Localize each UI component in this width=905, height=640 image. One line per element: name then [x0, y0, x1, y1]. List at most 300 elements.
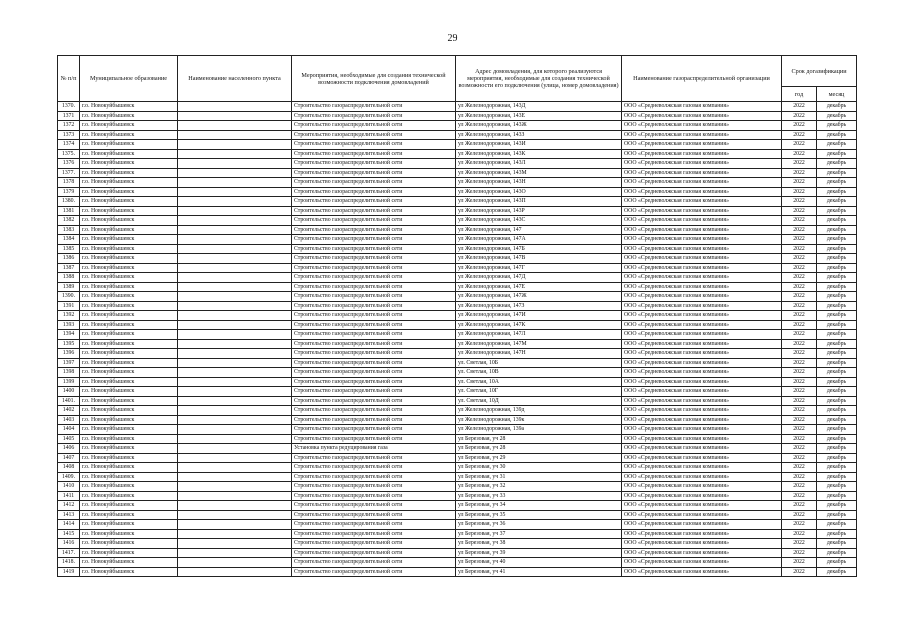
address-cell: ул Железнодорожная, 147	[456, 225, 622, 235]
table-row	[58, 330, 857, 340]
table-row	[58, 349, 857, 359]
org-cell: ООО «Средневолжская газовая компания»	[622, 377, 782, 387]
measure-cell: Строительство газораспределительной сети	[292, 415, 456, 425]
settlement-cell	[178, 178, 292, 188]
month-cell: декабрь	[817, 320, 857, 330]
month-cell: декабрь	[817, 301, 857, 311]
table-row	[58, 520, 857, 530]
table-row	[58, 311, 857, 321]
table-row	[58, 254, 857, 264]
year-cell: 2022	[782, 387, 817, 397]
table-row	[58, 225, 857, 235]
month-cell: декабрь	[817, 244, 857, 254]
measure-cell: Строительство газораспределительной сети	[292, 482, 456, 492]
municipality-cell: г.о. Новокуйбышевск	[80, 330, 178, 340]
settlement-cell	[178, 225, 292, 235]
month-cell: декабрь	[817, 453, 857, 463]
month-cell: декабрь	[817, 292, 857, 302]
org-cell: ООО «Средневолжская газовая компания»	[622, 339, 782, 349]
org-cell: ООО «Средневолжская газовая компания»	[622, 358, 782, 368]
row-number: 1386	[58, 254, 80, 264]
table-row	[58, 102, 857, 112]
header-num: № п/п	[58, 56, 80, 102]
org-cell: ООО «Средневолжская газовая компания»	[622, 206, 782, 216]
row-number: 1374	[58, 140, 80, 150]
month-cell: декабрь	[817, 491, 857, 501]
header-month: месяц	[817, 87, 857, 102]
row-number: 1392	[58, 311, 80, 321]
year-cell: 2022	[782, 102, 817, 112]
address-cell: ул Березовая, уч 35	[456, 510, 622, 520]
org-cell: ООО «Средневолжская газовая компания»	[622, 140, 782, 150]
municipality-cell: г.о. Новокуйбышевск	[80, 529, 178, 539]
address-cell: ул Березовая, уч 28	[456, 444, 622, 454]
settlement-cell	[178, 368, 292, 378]
month-cell: декабрь	[817, 396, 857, 406]
row-number: 1382	[58, 216, 80, 226]
org-cell: ООО «Средневолжская газовая компания»	[622, 453, 782, 463]
month-cell: декабрь	[817, 368, 857, 378]
year-cell: 2022	[782, 539, 817, 549]
settlement-cell	[178, 263, 292, 273]
municipality-cell: г.о. Новокуйбышевск	[80, 273, 178, 283]
year-cell: 2022	[782, 292, 817, 302]
settlement-cell	[178, 273, 292, 283]
measure-cell: Строительство газораспределительной сети	[292, 339, 456, 349]
month-cell: декабрь	[817, 339, 857, 349]
municipality-cell: г.о. Новокуйбышевск	[80, 187, 178, 197]
settlement-cell	[178, 425, 292, 435]
municipality-cell: г.о. Новокуйбышевск	[80, 425, 178, 435]
row-number: 1409.	[58, 472, 80, 482]
org-cell: ООО «Средневолжская газовая компания»	[622, 491, 782, 501]
org-cell: ООО «Средневолжская газовая компания»	[622, 254, 782, 264]
row-number: 1391	[58, 301, 80, 311]
address-cell: ул Железнодорожная, 147К	[456, 320, 622, 330]
org-cell: ООО «Средневолжская газовая компания»	[622, 149, 782, 159]
settlement-cell	[178, 567, 292, 577]
table-row	[58, 548, 857, 558]
measure-cell: Строительство газораспределительной сети	[292, 520, 456, 530]
month-cell: декабрь	[817, 235, 857, 245]
municipality-cell: г.о. Новокуйбышевск	[80, 510, 178, 520]
org-cell: ООО «Средневолжская газовая компания»	[622, 368, 782, 378]
municipality-cell: г.о. Новокуйбышевск	[80, 178, 178, 188]
municipality-cell: г.о. Новокуйбышевск	[80, 111, 178, 121]
table-row	[58, 273, 857, 283]
municipality-cell: г.о. Новокуйбышевск	[80, 567, 178, 577]
measure-cell: Строительство газораспределительной сети	[292, 548, 456, 558]
table-row	[58, 130, 857, 140]
table-row	[58, 121, 857, 131]
header-measures: Мероприятия, необходимые для создания технической возможности подключения домовладений	[292, 56, 456, 102]
address-cell: ул Железнодорожная, 147А	[456, 235, 622, 245]
org-cell: ООО «Средневолжская газовая компания»	[622, 482, 782, 492]
month-cell: декабрь	[817, 197, 857, 207]
municipality-cell: г.о. Новокуйбышевск	[80, 368, 178, 378]
year-cell: 2022	[782, 349, 817, 359]
month-cell: декабрь	[817, 539, 857, 549]
org-cell: ООО «Средневолжская газовая компания»	[622, 244, 782, 254]
measure-cell: Строительство газораспределительной сети	[292, 254, 456, 264]
month-cell: декабрь	[817, 225, 857, 235]
year-cell: 2022	[782, 178, 817, 188]
org-cell: ООО «Средневолжская газовая компания»	[622, 425, 782, 435]
month-cell: декабрь	[817, 187, 857, 197]
measure-cell: Строительство газораспределительной сети	[292, 282, 456, 292]
year-cell: 2022	[782, 263, 817, 273]
address-cell: ул Березовая, уч 34	[456, 501, 622, 511]
settlement-cell	[178, 130, 292, 140]
org-cell: ООО «Средневолжская газовая компания»	[622, 311, 782, 321]
address-cell: ул Березовая, уч 31	[456, 472, 622, 482]
org-cell: ООО «Средневолжская газовая компания»	[622, 567, 782, 577]
measure-cell: Строительство газораспределительной сети	[292, 396, 456, 406]
row-number: 1387	[58, 263, 80, 273]
table-header	[58, 56, 857, 102]
year-cell: 2022	[782, 197, 817, 207]
org-cell: ООО «Средневолжская газовая компания»	[622, 187, 782, 197]
year-cell: 2022	[782, 225, 817, 235]
measure-cell: Строительство газораспределительной сети	[292, 130, 456, 140]
org-cell: ООО «Средневолжская газовая компания»	[622, 216, 782, 226]
month-cell: декабрь	[817, 168, 857, 178]
year-cell: 2022	[782, 396, 817, 406]
settlement-cell	[178, 491, 292, 501]
settlement-cell	[178, 140, 292, 150]
year-cell: 2022	[782, 444, 817, 454]
municipality-cell: г.о. Новокуйбышевск	[80, 282, 178, 292]
settlement-cell	[178, 520, 292, 530]
row-number: 1407	[58, 453, 80, 463]
row-number: 1380.	[58, 197, 80, 207]
row-number: 1406	[58, 444, 80, 454]
month-cell: декабрь	[817, 558, 857, 568]
table-row	[58, 244, 857, 254]
table-row	[58, 558, 857, 568]
header-settlement: Наименование населенного пункта	[178, 56, 292, 102]
table-row	[58, 463, 857, 473]
table-row	[58, 406, 857, 416]
settlement-cell	[178, 482, 292, 492]
table-row	[58, 387, 857, 397]
month-cell: декабрь	[817, 548, 857, 558]
org-cell: ООО «Средневолжская газовая компания»	[622, 121, 782, 131]
address-cell: ул Железнодорожная, 147Д	[456, 273, 622, 283]
municipality-cell: г.о. Новокуйбышевск	[80, 387, 178, 397]
municipality-cell: г.о. Новокуйбышевск	[80, 244, 178, 254]
org-cell: ООО «Средневолжская газовая компания»	[622, 444, 782, 454]
org-cell: ООО «Средневолжская газовая компания»	[622, 159, 782, 169]
municipality-cell: г.о. Новокуйбышевск	[80, 292, 178, 302]
row-number: 1415	[58, 529, 80, 539]
month-cell: декабрь	[817, 425, 857, 435]
measure-cell: Строительство газораспределительной сети	[292, 567, 456, 577]
org-cell: ООО «Средневолжская газовая компания»	[622, 539, 782, 549]
measure-cell: Строительство газораспределительной сети	[292, 425, 456, 435]
year-cell: 2022	[782, 482, 817, 492]
table-row	[58, 206, 857, 216]
municipality-cell: г.о. Новокуйбышевск	[80, 102, 178, 112]
row-number: 1378	[58, 178, 80, 188]
org-cell: ООО «Средневолжская газовая компания»	[622, 415, 782, 425]
address-cell: ул Железнодорожная, 147Ж	[456, 292, 622, 302]
row-number: 1372	[58, 121, 80, 131]
municipality-cell: г.о. Новокуйбышевск	[80, 121, 178, 131]
settlement-cell	[178, 149, 292, 159]
settlement-cell	[178, 102, 292, 112]
year-cell: 2022	[782, 529, 817, 539]
table-row	[58, 501, 857, 511]
org-cell: ООО «Средневолжская газовая компания»	[622, 273, 782, 283]
address-cell: ул Березовая, уч 38	[456, 539, 622, 549]
table-row	[58, 567, 857, 577]
address-cell: ул Железнодорожная, 139а	[456, 425, 622, 435]
municipality-cell: г.о. Новокуйбышевск	[80, 320, 178, 330]
org-cell: ООО «Средневолжская газовая компания»	[622, 463, 782, 473]
row-number: 1404	[58, 425, 80, 435]
table-row	[58, 197, 857, 207]
municipality-cell: г.о. Новокуйбышевск	[80, 377, 178, 387]
address-cell: ул. Светлая, 10В	[456, 368, 622, 378]
measure-cell: Строительство газораспределительной сети	[292, 368, 456, 378]
table-body	[58, 102, 857, 577]
address-cell: ул Березовая, уч 39	[456, 548, 622, 558]
month-cell: декабрь	[817, 377, 857, 387]
org-cell: ООО «Средневолжская газовая компания»	[622, 520, 782, 530]
address-cell: ул Березовая, уч 33	[456, 491, 622, 501]
row-number: 1389	[58, 282, 80, 292]
settlement-cell	[178, 377, 292, 387]
org-cell: ООО «Средневолжская газовая компания»	[622, 301, 782, 311]
month-cell: декабрь	[817, 415, 857, 425]
row-number: 1376	[58, 159, 80, 169]
measure-cell: Строительство газораспределительной сети	[292, 206, 456, 216]
table-row	[58, 444, 857, 454]
month-cell: декабрь	[817, 216, 857, 226]
org-cell: ООО «Средневолжская газовая компания»	[622, 320, 782, 330]
row-number: 1385	[58, 244, 80, 254]
municipality-cell: г.о. Новокуйбышевск	[80, 235, 178, 245]
org-cell: ООО «Средневолжская газовая компания»	[622, 292, 782, 302]
address-cell: ул Железнодорожная, 147И	[456, 311, 622, 321]
municipality-cell: г.о. Новокуйбышевск	[80, 311, 178, 321]
address-cell: ул. Светлая, 10Г	[456, 387, 622, 397]
municipality-cell: г.о. Новокуйбышевск	[80, 130, 178, 140]
row-number: 1395	[58, 339, 80, 349]
settlement-cell	[178, 558, 292, 568]
municipality-cell: г.о. Новокуйбышевск	[80, 415, 178, 425]
municipality-cell: г.о. Новокуйбышевск	[80, 472, 178, 482]
table-row	[58, 187, 857, 197]
settlement-cell	[178, 292, 292, 302]
measure-cell: Строительство газораспределительной сети	[292, 159, 456, 169]
org-cell: ООО «Средневолжская газовая компания»	[622, 225, 782, 235]
measure-cell: Строительство газораспределительной сети	[292, 178, 456, 188]
settlement-cell	[178, 244, 292, 254]
municipality-cell: г.о. Новокуйбышевск	[80, 349, 178, 359]
measure-cell: Строительство газораспределительной сети	[292, 216, 456, 226]
org-cell: ООО «Средневолжская газовая компания»	[622, 349, 782, 359]
municipality-cell: г.о. Новокуйбышевск	[80, 444, 178, 454]
year-cell: 2022	[782, 406, 817, 416]
table-row	[58, 263, 857, 273]
municipality-cell: г.о. Новокуйбышевск	[80, 548, 178, 558]
municipality-cell: г.о. Новокуйбышевск	[80, 197, 178, 207]
month-cell: декабрь	[817, 111, 857, 121]
table-row	[58, 292, 857, 302]
month-cell: декабрь	[817, 311, 857, 321]
table-row	[58, 396, 857, 406]
month-cell: декабрь	[817, 178, 857, 188]
settlement-cell	[178, 387, 292, 397]
address-cell: ул Березовая, уч 41	[456, 567, 622, 577]
row-number: 1379	[58, 187, 80, 197]
settlement-cell	[178, 206, 292, 216]
measure-cell: Строительство газораспределительной сети	[292, 539, 456, 549]
settlement-cell	[178, 330, 292, 340]
row-number: 1419	[58, 567, 80, 577]
address-cell: ул Железнодорожная, 139д	[456, 406, 622, 416]
year-cell: 2022	[782, 520, 817, 530]
settlement-cell	[178, 187, 292, 197]
settlement-cell	[178, 548, 292, 558]
measure-cell: Строительство газораспределительной сети	[292, 330, 456, 340]
address-cell: ул Железнодорожная, 147Л	[456, 330, 622, 340]
org-cell: ООО «Средневолжская газовая компания»	[622, 434, 782, 444]
measure-cell: Строительство газораспределительной сети	[292, 263, 456, 273]
year-cell: 2022	[782, 320, 817, 330]
org-cell: ООО «Средневолжская газовая компания»	[622, 396, 782, 406]
measure-cell: Строительство газораспределительной сети	[292, 225, 456, 235]
table-row	[58, 472, 857, 482]
month-cell: декабрь	[817, 263, 857, 273]
measure-cell: Строительство газораспределительной сети	[292, 292, 456, 302]
month-cell: декабрь	[817, 520, 857, 530]
municipality-cell: г.о. Новокуйбышевск	[80, 558, 178, 568]
table-row	[58, 159, 857, 169]
measure-cell: Строительство газораспределительной сети	[292, 111, 456, 121]
table-row	[58, 111, 857, 121]
address-cell: ул Березовая, уч 28	[456, 434, 622, 444]
org-cell: ООО «Средневолжская газовая компания»	[622, 102, 782, 112]
year-cell: 2022	[782, 130, 817, 140]
year-cell: 2022	[782, 368, 817, 378]
month-cell: декабрь	[817, 567, 857, 577]
row-number: 1371	[58, 111, 80, 121]
org-cell: ООО «Средневолжская газовая компания»	[622, 235, 782, 245]
year-cell: 2022	[782, 415, 817, 425]
org-cell: ООО «Средневолжская газовая компания»	[622, 510, 782, 520]
year-cell: 2022	[782, 187, 817, 197]
org-cell: ООО «Средневолжская газовая компания»	[622, 130, 782, 140]
measure-cell: Строительство газораспределительной сети	[292, 463, 456, 473]
settlement-cell	[178, 472, 292, 482]
address-cell: ул Березовая, уч 37	[456, 529, 622, 539]
measure-cell: Строительство газораспределительной сети	[292, 301, 456, 311]
month-cell: декабрь	[817, 387, 857, 397]
address-cell: ул Железнодорожная, 143Р	[456, 206, 622, 216]
address-cell: ул Железнодорожная, 147Е	[456, 282, 622, 292]
month-cell: декабрь	[817, 130, 857, 140]
month-cell: декабрь	[817, 501, 857, 511]
address-cell: ул Березовая, уч 29	[456, 453, 622, 463]
row-number: 1413	[58, 510, 80, 520]
settlement-cell	[178, 539, 292, 549]
settlement-cell	[178, 216, 292, 226]
month-cell: декабрь	[817, 102, 857, 112]
address-cell: ул Железнодорожная, 143М	[456, 168, 622, 178]
table-row	[58, 339, 857, 349]
month-cell: декабрь	[817, 330, 857, 340]
measure-cell: Строительство газораспределительной сети	[292, 406, 456, 416]
address-cell: ул Железнодорожная, 139к	[456, 415, 622, 425]
year-cell: 2022	[782, 168, 817, 178]
row-number: 1383	[58, 225, 80, 235]
year-cell: 2022	[782, 111, 817, 121]
row-number: 1388	[58, 273, 80, 283]
table-row	[58, 282, 857, 292]
year-cell: 2022	[782, 235, 817, 245]
month-cell: декабрь	[817, 282, 857, 292]
settlement-cell	[178, 396, 292, 406]
row-number: 1394	[58, 330, 80, 340]
table-row	[58, 368, 857, 378]
municipality-cell: г.о. Новокуйбышевск	[80, 206, 178, 216]
org-cell: ООО «Средневолжская газовая компания»	[622, 168, 782, 178]
row-number: 1412	[58, 501, 80, 511]
table-row	[58, 491, 857, 501]
org-cell: ООО «Средневолжская газовая компания»	[622, 558, 782, 568]
row-number: 1377.	[58, 168, 80, 178]
year-cell: 2022	[782, 273, 817, 283]
year-cell: 2022	[782, 491, 817, 501]
year-cell: 2022	[782, 159, 817, 169]
table-row	[58, 425, 857, 435]
year-cell: 2022	[782, 311, 817, 321]
row-number: 1408	[58, 463, 80, 473]
org-cell: ООО «Средневолжская газовая компания»	[622, 548, 782, 558]
settlement-cell	[178, 415, 292, 425]
month-cell: декабрь	[817, 472, 857, 482]
address-cell: ул. Светлая, 10Б	[456, 358, 622, 368]
address-cell: ул Березовая, уч 36	[456, 520, 622, 530]
municipality-cell: г.о. Новокуйбышевск	[80, 140, 178, 150]
row-number: 1405	[58, 434, 80, 444]
year-cell: 2022	[782, 121, 817, 131]
table-row	[58, 539, 857, 549]
address-cell: ул Железнодорожная, 147М	[456, 339, 622, 349]
address-cell: ул. Светлая, 10А	[456, 377, 622, 387]
address-cell: ул Березовая, уч 40	[456, 558, 622, 568]
row-number: 1416	[58, 539, 80, 549]
row-number: 1410	[58, 482, 80, 492]
measure-cell: Строительство газораспределительной сети	[292, 102, 456, 112]
measure-cell: Строительство газораспределительной сети	[292, 434, 456, 444]
measure-cell: Строительство газораспределительной сети	[292, 529, 456, 539]
measure-cell: Строительство газораспределительной сети	[292, 244, 456, 254]
year-cell: 2022	[782, 140, 817, 150]
municipality-cell: г.о. Новокуйбышевск	[80, 216, 178, 226]
settlement-cell	[178, 510, 292, 520]
measure-cell: Строительство газораспределительной сети	[292, 558, 456, 568]
municipality-cell: г.о. Новокуйбышевск	[80, 520, 178, 530]
municipality-cell: г.о. Новокуйбышевск	[80, 539, 178, 549]
month-cell: декабрь	[817, 463, 857, 473]
settlement-cell	[178, 121, 292, 131]
measure-cell: Строительство газораспределительной сети	[292, 472, 456, 482]
measure-cell: Строительство газораспределительной сети	[292, 273, 456, 283]
